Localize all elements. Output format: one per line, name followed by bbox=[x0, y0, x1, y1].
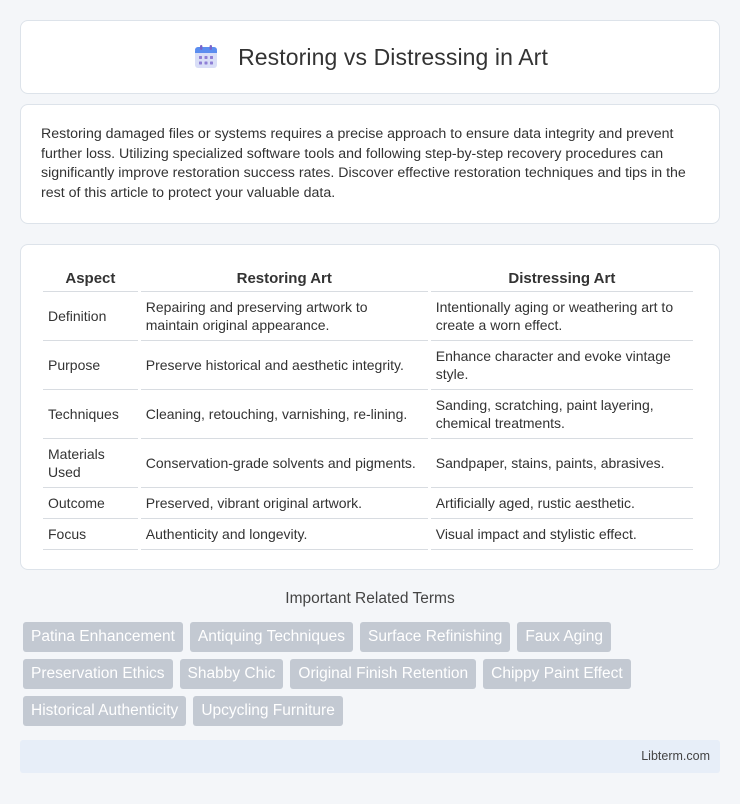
cell-aspect: Materials Used bbox=[43, 439, 138, 488]
table-row bbox=[43, 488, 693, 519]
header-aspect: Aspect bbox=[43, 266, 138, 292]
table-header-row bbox=[43, 266, 693, 292]
cell-distressing: Sanding, scratching, paint layering, chemical treatments. bbox=[431, 390, 693, 439]
comparison-table bbox=[40, 266, 696, 550]
tag-shabby-chic[interactable]: Shabby Chic bbox=[180, 659, 284, 689]
calendar-icon bbox=[192, 43, 220, 71]
table-row bbox=[43, 292, 693, 341]
table-row bbox=[43, 390, 693, 439]
tag-row bbox=[23, 659, 723, 689]
table-row bbox=[43, 439, 693, 488]
tag-original-finish-retention[interactable]: Original Finish Retention bbox=[290, 659, 476, 689]
cell-distressing: Visual impact and stylistic effect. bbox=[431, 519, 693, 550]
comparison-table-card bbox=[20, 244, 720, 570]
related-terms-list bbox=[23, 622, 723, 733]
cell-aspect: Purpose bbox=[43, 341, 138, 390]
tag-upcycling-furniture[interactable]: Upcycling Furniture bbox=[193, 696, 343, 726]
table-row bbox=[43, 341, 693, 390]
cell-aspect: Techniques bbox=[43, 390, 138, 439]
cell-restoring: Cleaning, retouching, varnishing, re-lining. bbox=[141, 390, 428, 439]
tag-row bbox=[23, 622, 723, 652]
header-distressing: Distressing Art bbox=[431, 266, 693, 292]
tag-patina-enhancement[interactable]: Patina Enhancement bbox=[23, 622, 183, 652]
header-restoring: Restoring Art bbox=[141, 266, 428, 292]
footer-site-link[interactable]: Libterm.com bbox=[641, 749, 710, 763]
tag-historical-authenticity[interactable]: Historical Authenticity bbox=[23, 696, 186, 726]
cell-distressing: Artificially aged, rustic aesthetic. bbox=[431, 488, 693, 519]
tag-chippy-paint-effect[interactable]: Chippy Paint Effect bbox=[483, 659, 631, 689]
tag-antiquing-techniques[interactable]: Antiquing Techniques bbox=[190, 622, 353, 652]
tag-faux-aging[interactable]: Faux Aging bbox=[517, 622, 611, 652]
cell-restoring: Preserved, vibrant original artwork. bbox=[141, 488, 428, 519]
tag-surface-refinishing[interactable]: Surface Refinishing bbox=[360, 622, 510, 652]
cell-distressing: Sandpaper, stains, paints, abrasives. bbox=[431, 439, 693, 488]
cell-restoring: Repairing and preserving artwork to maintain original appearance. bbox=[141, 292, 428, 341]
cell-restoring: Authenticity and longevity. bbox=[141, 519, 428, 550]
table-row bbox=[43, 519, 693, 550]
cell-aspect: Focus bbox=[43, 519, 138, 550]
tag-preservation-ethics[interactable]: Preservation Ethics bbox=[23, 659, 173, 689]
cell-distressing: Enhance character and evoke vintage style. bbox=[431, 341, 693, 390]
cell-restoring: Conservation-grade solvents and pigments. bbox=[141, 439, 428, 488]
footer bbox=[20, 740, 720, 773]
related-terms-title: Important Related Terms bbox=[285, 590, 455, 607]
title-wrap bbox=[192, 43, 548, 71]
tag-row bbox=[23, 696, 723, 726]
page-title: Restoring vs Distressing in Art bbox=[238, 43, 548, 70]
cell-distressing: Intentionally aging or weathering art to create a worn effect. bbox=[431, 292, 693, 341]
header-card bbox=[20, 20, 720, 94]
intro-card bbox=[20, 104, 720, 224]
intro-text: Restoring damaged files or systems requires a precise approach to ensure data integrity and prevent further loss. Utilizing specialized software tools and following step-by-step recovery procedures can significantly improve restoration success rates. Discover effective restoration techniques and tips in the rest of this article to protect your valuable data. bbox=[41, 126, 686, 201]
cell-restoring: Preserve historical and aesthetic integrity. bbox=[141, 341, 428, 390]
cell-aspect: Outcome bbox=[43, 488, 138, 519]
cell-aspect: Definition bbox=[43, 292, 138, 341]
